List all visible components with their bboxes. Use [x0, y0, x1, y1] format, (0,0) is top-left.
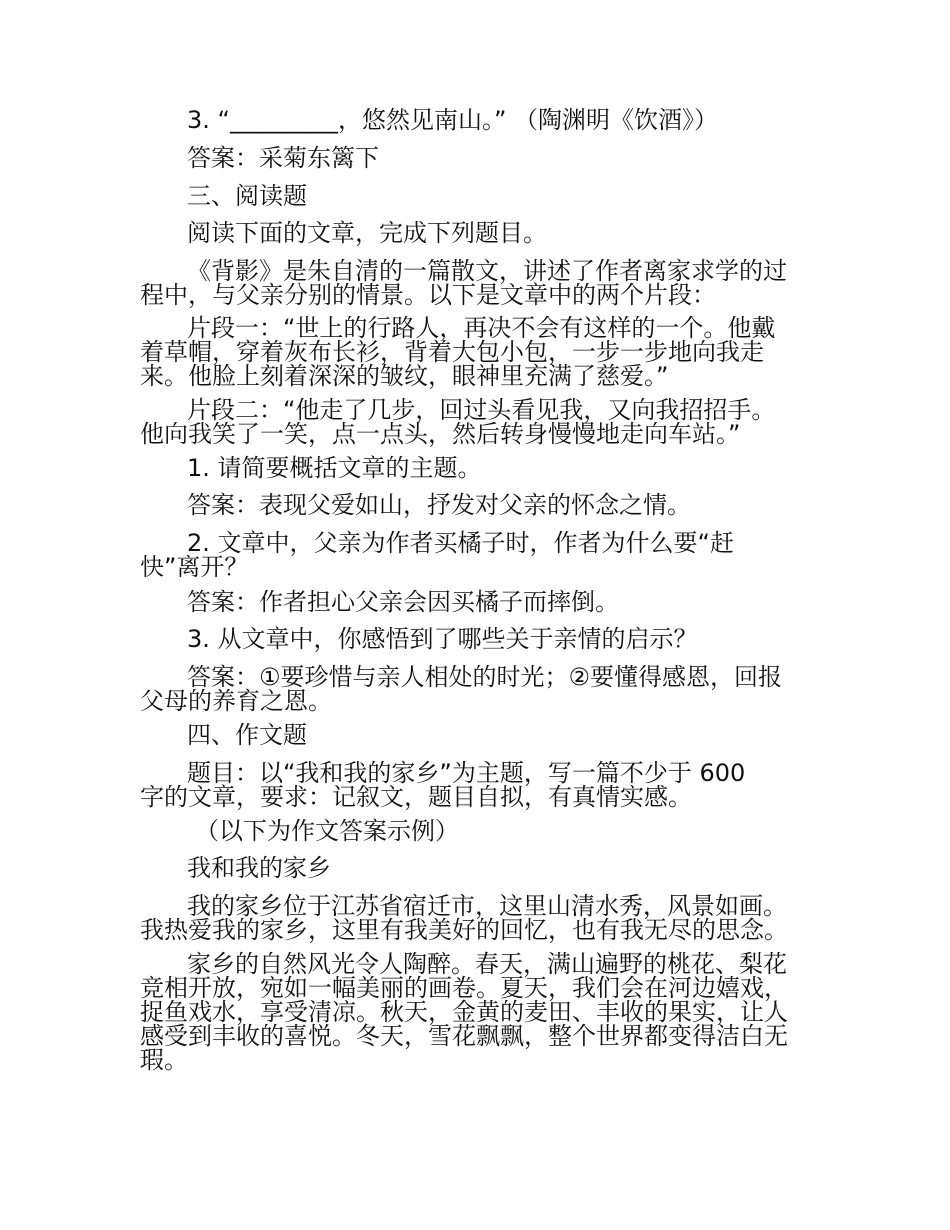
essay-paragraph-1: [140, 894, 810, 942]
text-line: 我和我的家乡: [187, 854, 331, 882]
text-line: 片段一：“世上的行路人，再决不会有这样的一个。他戴: [187, 314, 776, 342]
text-line: 捉鱼戏水，享受清凉。秋天，金黄的麦田、丰收的果实，让人: [140, 998, 788, 1026]
excerpt-2: [140, 398, 810, 446]
essay-prompt: [140, 761, 810, 809]
text-line: 答案：①要珍惜与亲人相处的时光；②要懂得感恩，回报: [187, 663, 783, 691]
text-line: 答案：作者担心父亲会因买橘子而摔倒。: [187, 588, 619, 616]
text-line: 四、作文题: [187, 721, 307, 749]
question-3-fill-blank: [140, 108, 857, 132]
text-line: 三、阅读题: [187, 182, 307, 210]
text-line: （以下为作文答案示例）: [195, 817, 459, 845]
text-line: 1. 请简要概括文章的主题。: [187, 454, 482, 482]
text-line: 着草帽，穿着灰布长衫，背着大包小包，一步一步地向我走: [140, 338, 764, 366]
text-line: 阅读下面的文章，完成下列题目。: [187, 219, 547, 247]
question-3-answer: [140, 146, 857, 170]
text-line: 竞相开放，宛如一幅美丽的画卷。夏天，我们会在河边嬉戏，: [140, 974, 788, 1002]
reading-instruction: [140, 221, 857, 245]
text-line: 3. 从文章中，你感悟到了哪些关于亲情的启示？: [187, 625, 698, 653]
text-line: 题目：以“我和我的家乡”为主题，写一篇不少于 600: [187, 759, 746, 787]
reading-question-3: [140, 627, 857, 651]
text-line: 感受到丰收的喜悦。冬天，雪花飘飘，整个世界都变得洁白无: [140, 1022, 788, 1050]
text-line: 答案：采菊东篱下: [187, 144, 379, 172]
text-line: 答案：表现父爱如山，抒发对父亲的怀念之情。: [187, 491, 691, 519]
essay-paragraph-2: [140, 952, 810, 1072]
reading-question-2: [140, 531, 810, 579]
text-line: 字的文章，要求：记叙文，题目自拟，有真情实感。: [140, 783, 692, 811]
text-line: 我的家乡位于江苏省宿迁市，这里山清水秀，风景如画。: [187, 892, 787, 920]
text-line: 他向我笑了一笑，点一点头，然后转身慢慢地走向车站。”: [140, 420, 741, 448]
text-line: 程中，与父亲分别的情景。以下是文章中的两个片段：: [140, 281, 716, 309]
reading-question-1: [140, 456, 857, 480]
section-3-heading: [140, 184, 857, 208]
reading-question-2-answer: [140, 590, 857, 614]
text-line: 《背影》是朱自清的一篇散文，讲述了作者离家求学的过: [187, 257, 787, 285]
reading-question-1-answer: [140, 493, 857, 517]
text-line: 父母的养育之恩。: [140, 687, 332, 715]
text-line: 家乡的自然风光令人陶醉。春天，满山遍野的桃花、梨花: [187, 950, 787, 978]
reading-intro: [140, 259, 810, 307]
section-4-heading: [140, 723, 857, 747]
essay-title: [140, 856, 857, 880]
essay-example-note: [140, 819, 865, 843]
text-line: 我热爱我的家乡，这里有我美好的回忆，也有我无尽的思念。: [140, 916, 788, 944]
text-line: 3. “_________，悠然见南山。” （陶渊明《饮酒》）: [187, 106, 719, 134]
excerpt-1: [140, 316, 810, 388]
text-line: 2. 文章中，父亲为作者买橘子时，作者为什么要“赶: [187, 529, 734, 557]
text-line: 瑕。: [140, 1046, 188, 1074]
text-line: 片段二：“他走了几步，回过头看见我，又向我招招手。: [187, 396, 776, 424]
text-line: 来。他脸上刻着深深的皱纹，眼神里充满了慈爱。”: [140, 362, 669, 390]
reading-question-3-answer: [140, 665, 810, 713]
text-line: 快”离开？: [140, 553, 249, 581]
